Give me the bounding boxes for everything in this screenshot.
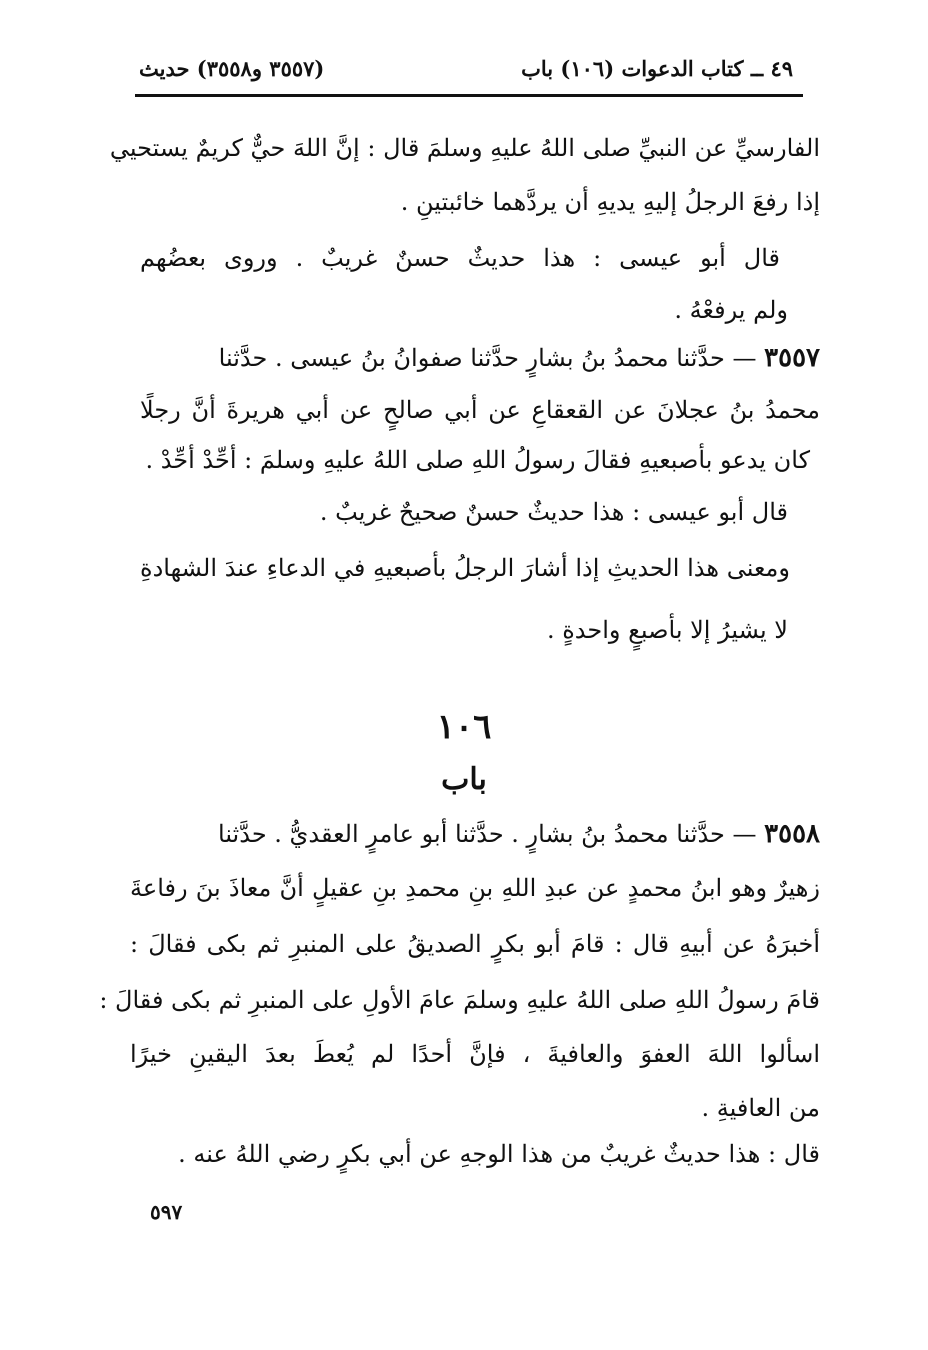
text-line: قامَ رسولُ اللهِ صلى اللهُ عليهِ وسلمَ عامَ الأولِ على المنبرِ ثم بكى فقالَ : xyxy=(99,986,820,1014)
text-line: من العافيةِ . xyxy=(701,1094,820,1122)
header-divider xyxy=(135,94,803,97)
text-line: — حدَّثنا محمدُ بنُ بشارٍ حدَّثنا صفوانُ بنُ عيسى . حدَّثنا xyxy=(218,344,757,372)
hadith-number: ٣٥٥٧ xyxy=(764,343,820,373)
text-line: لا يشيرُ إلا بأصبعٍ واحدةٍ . xyxy=(546,616,788,644)
hadith-3558-first-line xyxy=(120,816,820,852)
hadith-3557-first-line xyxy=(120,340,820,376)
text-line: اسألوا اللهَ العفوَ والعافيةَ ، فإنَّ أحدًا لم يُعطَ بعدَ اليقينِ خيرًا xyxy=(130,1040,820,1068)
text-line: كان يدعو بأصبعيهِ فقالَ رسولُ اللهِ صلى اللهُ عليهِ وسلمَ : أحِّدْ أحِّدْ . xyxy=(145,446,810,474)
page-number: ٥٩٧ xyxy=(150,1200,183,1224)
text-line: زهيرٌ وهو ابنُ محمدٍ عن عبدِ اللهِ بنِ محمدِ بنِ عقيلٍ أنَّ معاذَ بنَ رفاعةَ xyxy=(130,874,820,902)
text-line: — حدَّثنا محمدُ بنُ بشارٍ . حدَّثنا أبو عامرٍ العقديُّ . حدَّثنا xyxy=(218,820,757,848)
text-line: محمدُ بنُ عجلانَ عن القعقاعِ عن أبي صالحٍ عن أبي هريرةَ أنَّ رجلًا xyxy=(140,396,820,424)
text-line: قال : هذا حديثٌ غريبٌ من هذا الوجهِ عن أبي بكرٍ رضي اللهُ عنه . xyxy=(178,1140,820,1168)
text-line: أخبرَهُ عن أبيهِ قال : قامَ أبو بكرٍ الصديقُ على المنبرِ ثم بكى فقالَ : xyxy=(130,930,820,958)
running-header xyxy=(135,52,805,92)
text-line: ولم يرفعْهُ . xyxy=(674,296,788,324)
text-line: قال أبو عيسى : هذا حديثٌ حسنٌ صحيحٌ غريبٌ . xyxy=(319,498,788,526)
chapter-number: ١٠٦ xyxy=(436,707,492,747)
chapter-title: باب xyxy=(441,762,487,797)
text-line: الفارسيِّ عن النبيِّ صلى اللهُ عليهِ وسلمَ قال : إنَّ اللهَ حيٌّ كريمٌ يستحيي xyxy=(109,134,820,162)
header-hadith-range: (٣٥٥٧ و٣٥٥٨) حديث xyxy=(139,56,325,81)
text-line: ومعنى هذا الحديثِ إذا أشارَ الرجلُ بأصبعيهِ في الدعاءِ عندَ الشهادةِ xyxy=(140,554,790,582)
text-line: إذا رفعَ الرجلُ إليهِ يديهِ أن يردَّهما خائبتينِ . xyxy=(400,188,820,216)
hadith-number: ٣٥٥٨ xyxy=(764,819,820,849)
header-chapter-title: ٤٩ ــ كتاب الدعوات (١٠٦) باب xyxy=(521,56,793,81)
text-line: قال أبو عيسى : هذا حديثٌ حسنٌ غريبٌ . وروى بعضُهم xyxy=(140,244,780,272)
